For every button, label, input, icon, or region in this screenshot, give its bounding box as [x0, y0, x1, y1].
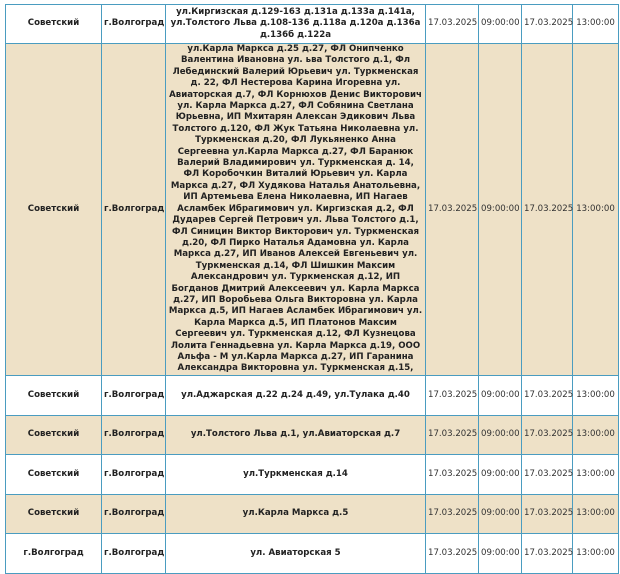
district-cell: Советский: [6, 415, 102, 454]
end-date-cell: 17.03.2025: [522, 44, 573, 376]
table-row: [6, 415, 619, 454]
end-time-cell: 13:00:00: [573, 494, 619, 533]
start-time-cell: 09:00:00: [479, 415, 522, 454]
start-date-cell: 17.03.2025: [426, 375, 479, 415]
district-cell: Советский: [6, 494, 102, 533]
outage-schedule-table: [5, 4, 619, 574]
city-cell: г.Волгоград: [102, 533, 166, 573]
start-date-cell: 17.03.2025: [426, 454, 479, 494]
addresses-cell: ул.Карла Маркса д.5: [166, 494, 426, 533]
end-date-cell: 17.03.2025: [522, 454, 573, 494]
addresses-cell: ул. Авиаторская 5: [166, 533, 426, 573]
start-time-cell: 09:00:00: [479, 533, 522, 573]
addresses-cell: ул.Киргизская д.129-163 д.131а д.133а д.141а, ул.Толстого Льва д.108-136 д.118а д.120а д.136а д.136б д.122а: [166, 5, 426, 44]
end-time-cell: 13:00:00: [573, 375, 619, 415]
district-cell: Советский: [6, 5, 102, 44]
end-time-cell: 13:00:00: [573, 454, 619, 494]
city-cell: г.Волгоград: [102, 5, 166, 44]
addresses-cell: ул.Туркменская д.14: [166, 454, 426, 494]
addresses-cell: ул.Аджарская д.22 д.24 д.49, ул.Тулака д.40: [166, 375, 426, 415]
city-cell: г.Волгоград: [102, 415, 166, 454]
district-cell: Советский: [6, 454, 102, 494]
table-row: [6, 533, 619, 573]
district-cell: г.Волгоград: [6, 533, 102, 573]
table-row: [6, 375, 619, 415]
end-time-cell: 13:00:00: [573, 44, 619, 376]
end-date-cell: 17.03.2025: [522, 5, 573, 44]
start-time-cell: 09:00:00: [479, 5, 522, 44]
district-cell: Советский: [6, 44, 102, 376]
end-time-cell: 13:00:00: [573, 5, 619, 44]
city-cell: г.Волгоград: [102, 494, 166, 533]
table-row: [6, 5, 619, 44]
end-date-cell: 17.03.2025: [522, 375, 573, 415]
start-date-cell: 17.03.2025: [426, 5, 479, 44]
end-date-cell: 17.03.2025: [522, 533, 573, 573]
start-time-cell: 09:00:00: [479, 494, 522, 533]
addresses-cell: ул.Карла Маркса д.25 д.27, ФЛ Онипченко Валентина Ивановна ул. ьва Толстого д.1, Фл Лебединский Валерий Юрьевич ул. Туркменская д. 22, ФЛ Нестерова Карина Игоревна ул. Авиаторская д.7, ФЛ Корнюхов Денис Викторович ул. Карла Маркса д.27, ФЛ Собянина Светлана Юрьевна, ИП Мхитарян Алексан Эдикович Льва Толстого д.120, ФЛ Жук Татьяна Николаевна ул. Туркменская д.20, ФЛ Лукьяненко Анна Сергеевна ул.Карла Маркса д.27, ФЛ Баранюк Валерий Владимирович ул. Туркменская д. 14, ФЛ Коробочкин Виталий Юрьевич ул. Карла Маркса д.27, ФЛ Худякова Наталья Анатольевна, ИП Артемьева Елена Николаевна, ИП Нагаев Асламбек Ибрагимович ул. Киргизская д.2, ФЛ Дударев Сергей Петрович ул. Льва Толстого д.1, ФЛ Синицин Виктор Викторович ул. Туркменская д.20, ФЛ Пирко Наталья Адамовна ул. Карла Маркса д.27, ИП Иванов Алексей Евгеньевич ул. Туркменская д.14, ФЛ Шишкин Максим Александрович ул. Туркменская д.12, ИП Богданов Дмитрий Алексеевич ул. Карла Маркса д.27, ИП Воробьева Ольга Викторовна ул. Карла Маркса д.5, ИП Нагаев Асламбек Ибрагимович ул. Карла Маркса д.5, ИП Платонов Максим Сергеевич ул. Туркменская д.12, ФЛ Кузнецова Лолита Геннадьевна ул. Карла Маркса д.19, ООО Альфа - М ул.Карла Маркса д.27, ИП Гаранина Александра Викторовна ул. Туркменская д.15,: [166, 44, 426, 376]
start-time-cell: 09:00:00: [479, 454, 522, 494]
city-cell: г.Волгоград: [102, 375, 166, 415]
district-cell: Советский: [6, 375, 102, 415]
start-date-cell: 17.03.2025: [426, 494, 479, 533]
start-date-cell: 17.03.2025: [426, 415, 479, 454]
addresses-cell: ул.Толстого Льва д.1, ул.Авиаторская д.7: [166, 415, 426, 454]
table-row: [6, 494, 619, 533]
table-row: [6, 454, 619, 494]
end-date-cell: 17.03.2025: [522, 415, 573, 454]
end-time-cell: 13:00:00: [573, 533, 619, 573]
city-cell: г.Волгоград: [102, 44, 166, 376]
city-cell: г.Волгоград: [102, 454, 166, 494]
start-date-cell: 17.03.2025: [426, 533, 479, 573]
start-time-cell: 09:00:00: [479, 375, 522, 415]
end-time-cell: 13:00:00: [573, 415, 619, 454]
end-date-cell: 17.03.2025: [522, 494, 573, 533]
table-row: [6, 44, 619, 376]
start-date-cell: 17.03.2025: [426, 44, 479, 376]
start-time-cell: 09:00:00: [479, 44, 522, 376]
